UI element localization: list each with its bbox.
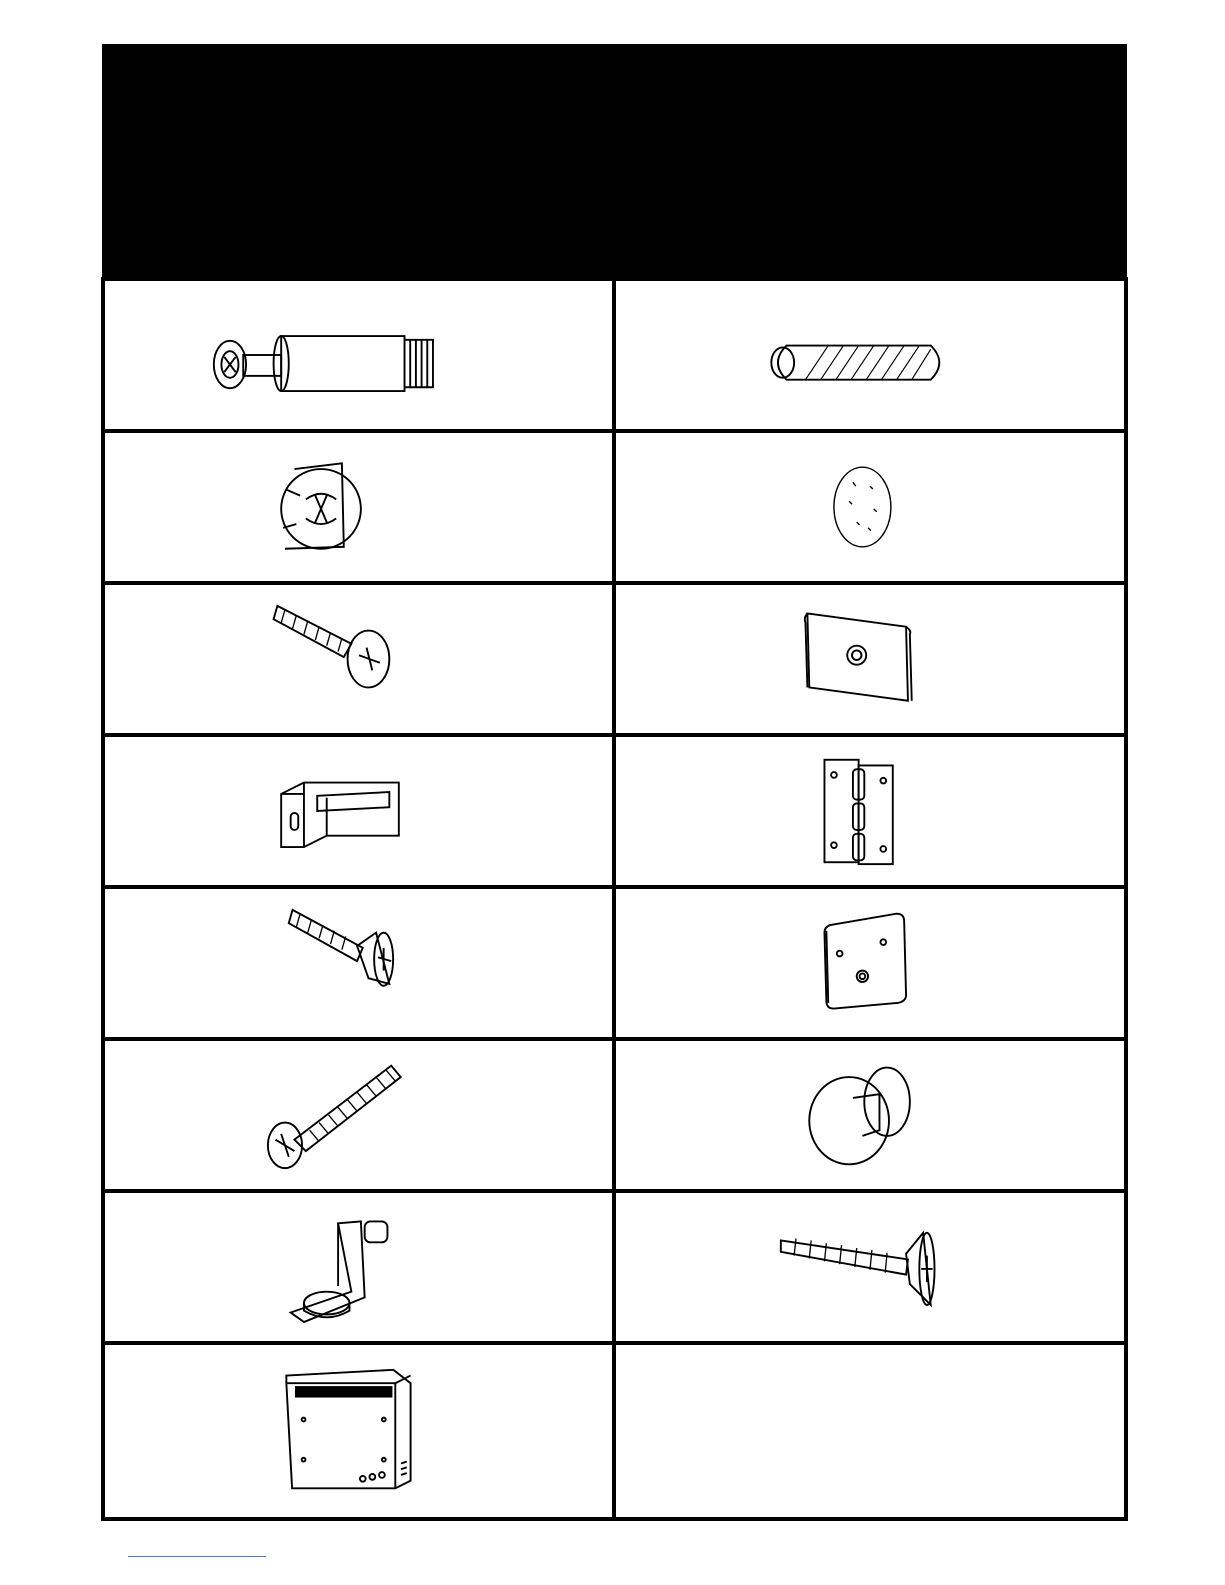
cam-lock-icon: [105, 433, 612, 581]
strike-plate-icon: [616, 889, 1124, 1037]
flat-head-screw-icon: [105, 889, 612, 1037]
part-cell-cam-lock: [101, 429, 616, 585]
machine-screw-icon: [105, 1041, 612, 1189]
part-cell-magnetic-catch: [101, 733, 616, 889]
long-wood-screw-icon: [616, 1193, 1124, 1341]
part-cell-strike-plate: [612, 885, 1128, 1041]
magnetic-catch-icon: [105, 737, 612, 885]
parts-table: [101, 277, 1128, 1521]
header-bar: [102, 44, 1127, 277]
footer-link-underline[interactable]: [128, 1556, 266, 1557]
knob-icon: [616, 1041, 1124, 1189]
bracket-plate-icon: [616, 585, 1124, 733]
hinge-icon: [616, 737, 1124, 885]
part-cell-cam-bolt: [101, 277, 616, 433]
pan-head-screw-icon: [105, 585, 612, 733]
part-cell-flat-head-screw: [101, 885, 616, 1041]
part-cell-shelf-support: [101, 1189, 616, 1345]
felt-pad-icon: [616, 433, 1124, 581]
part-cell-machine-screw: [101, 1037, 616, 1193]
part-cell-empty: [612, 1341, 1128, 1521]
shelf-support-icon: [105, 1193, 612, 1341]
wooden-dowel-icon: [616, 281, 1124, 429]
part-cell-pan-head-screw: [101, 581, 616, 737]
part-cell-hardware-box: [101, 1341, 616, 1521]
hardware-box-icon: [105, 1345, 612, 1517]
cam-bolt-icon: [105, 281, 612, 429]
part-cell-wooden-dowel: [612, 277, 1128, 433]
part-cell-long-wood-screw: [612, 1189, 1128, 1345]
part-cell-hinge: [612, 733, 1128, 889]
part-cell-knob: [612, 1037, 1128, 1193]
part-cell-felt-pad: [612, 429, 1128, 585]
part-cell-bracket-plate: [612, 581, 1128, 737]
